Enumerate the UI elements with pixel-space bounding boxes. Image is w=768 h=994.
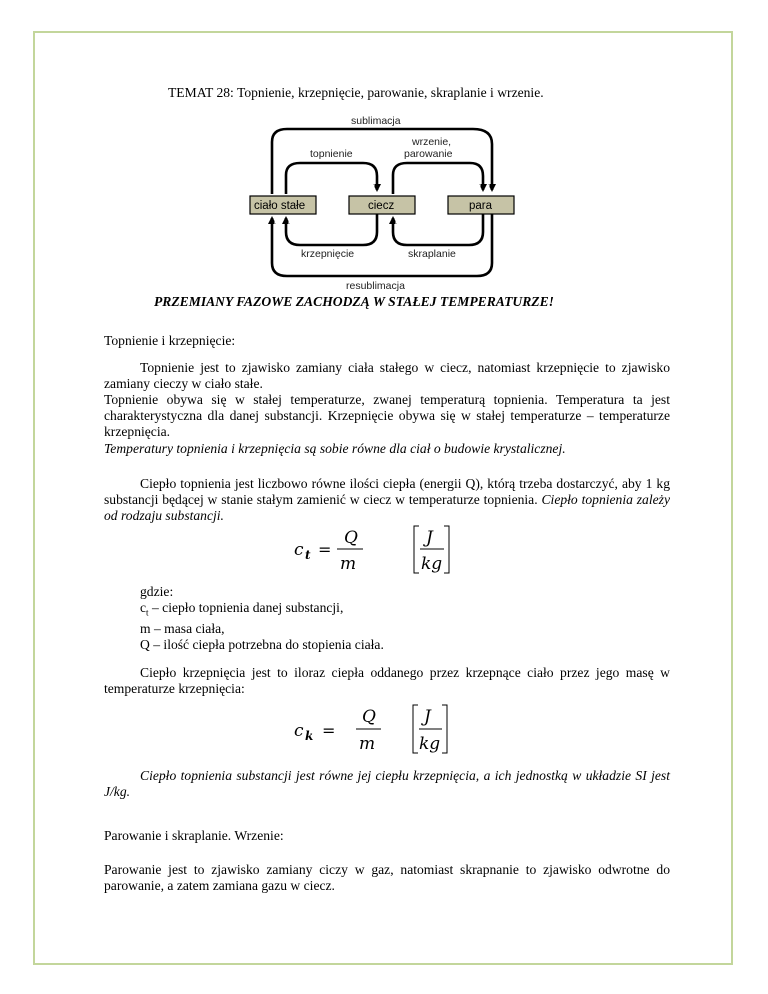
liquid-label: ciecz — [368, 200, 395, 212]
where-label: gdzie: — [140, 584, 174, 599]
formula2-den: m — [359, 734, 376, 754]
formula2-unit-num: J — [424, 707, 431, 727]
resublimation-label: resublimacja — [346, 280, 405, 292]
phase-diagram — [240, 110, 530, 295]
formula1-var: c — [294, 540, 304, 560]
boiling-label-2: parowanie — [404, 148, 453, 160]
page-title: TEMAT 28: Topnienie, krzepnięcie, parowanie, skraplanie i wrzenie. — [168, 85, 544, 100]
paragraph-melting-temperature — [104, 392, 670, 457]
formula1-eq: = — [318, 540, 332, 559]
sublimation-arrow — [272, 129, 492, 194]
formula1-unit-num: J — [426, 528, 433, 548]
formula-heat-of-solidification — [290, 700, 460, 760]
phase-heading: PRZEMIANY FAZOWE ZACHODZĄ W STAŁEJ TEMPERATURZE! — [154, 294, 554, 309]
formula1-sub: t — [305, 548, 311, 562]
formula2-eq: = — [322, 721, 336, 740]
paragraph-evaporation-definition: Parowanie jest to zjawisko zamiany ciczy w gaz, natomiast skrapnanie to zjawisko odwrotne do parowanie, a zatem zamiana gazu w ciecz. — [104, 862, 670, 894]
sublimation-label: sublimacja — [351, 115, 401, 127]
paragraph-heat-of-fusion — [104, 476, 670, 525]
condensation-label: skraplanie — [408, 248, 456, 260]
p3-text: Ciepło topnienia jest liczbowo równe ilości ciepła (energii Q), którą trzeba dostarczyć, aby 1 kg substancji będącej w stanie stałym zamienić w ciecz w temperaturze topnienia. — [104, 476, 670, 508]
p2-italic-note: Temperatury topnienia i krzepnięcia są sobie równe dla ciał o budowie krystalicznej. — [104, 440, 566, 456]
paragraph-equal-heat-note: Ciepło topnienia substancji jest równe jej ciepłu krzepnięcia, a ich jednostką w układzie SI jest J/kg. — [104, 768, 670, 800]
formula1-unit-den: kg — [421, 554, 443, 574]
melting-label: topnienie — [310, 148, 353, 160]
formula2-sub: k — [305, 729, 314, 743]
paragraph-heat-of-solidification: Ciepło krzepnięcia jest to iloraz ciepła oddanego przez krzepnące ciało przez jego masę w temperaturze krzepnięcia: — [104, 665, 670, 697]
freezing-label: krzepnięcie — [301, 248, 355, 260]
boiling-label-1: wrzenie, — [412, 136, 452, 148]
melting-arrow — [286, 163, 377, 194]
formula2-unit-den: kg — [419, 734, 441, 754]
p3-italic-note: Ciepło topnienia zależy od rodzaju substancji. — [104, 492, 670, 524]
where-list — [140, 584, 384, 654]
gas-label: para — [469, 200, 493, 212]
p2-text: Topnienie obywa się w stałej temperaturze, zwanej temperaturą topnienia. Temperatura ta jest charakterystyczna dla danej substancji. Krzepnięcie obywa się w stałej temperaturze – temperaturze krzepnięcia. — [104, 392, 670, 440]
where-item: Q – ilość ciepła potrzebna do stopienia ciała. — [140, 637, 384, 653]
where-item: m – masa ciała, — [140, 621, 225, 637]
where-item: $c_t$ – ciepło topnienia danej substancji, — [140, 600, 344, 618]
formula-heat-of-fusion — [290, 521, 460, 581]
solid-label: ciało stałe — [254, 200, 306, 212]
freezing-arrow — [286, 214, 377, 245]
section-title-melting: Topnienie i krzepnięcie: — [104, 333, 236, 348]
formula1-den: m — [340, 554, 357, 574]
boiling-arrow — [393, 163, 483, 194]
formula2-var: c — [294, 721, 304, 741]
paragraph-melting-definition: Topnienie jest to zjawisko zamiany ciała stałego w ciecz, natomiast krzepnięcie to zjawisko zamiany cieczy w ciało stałe. — [104, 360, 670, 392]
section-title-evaporation: Parowanie i skraplanie. Wrzenie: — [104, 828, 284, 843]
formula2-num: Q — [362, 707, 376, 727]
formula1-num: Q — [344, 528, 358, 548]
condensation-arrow — [393, 214, 483, 245]
